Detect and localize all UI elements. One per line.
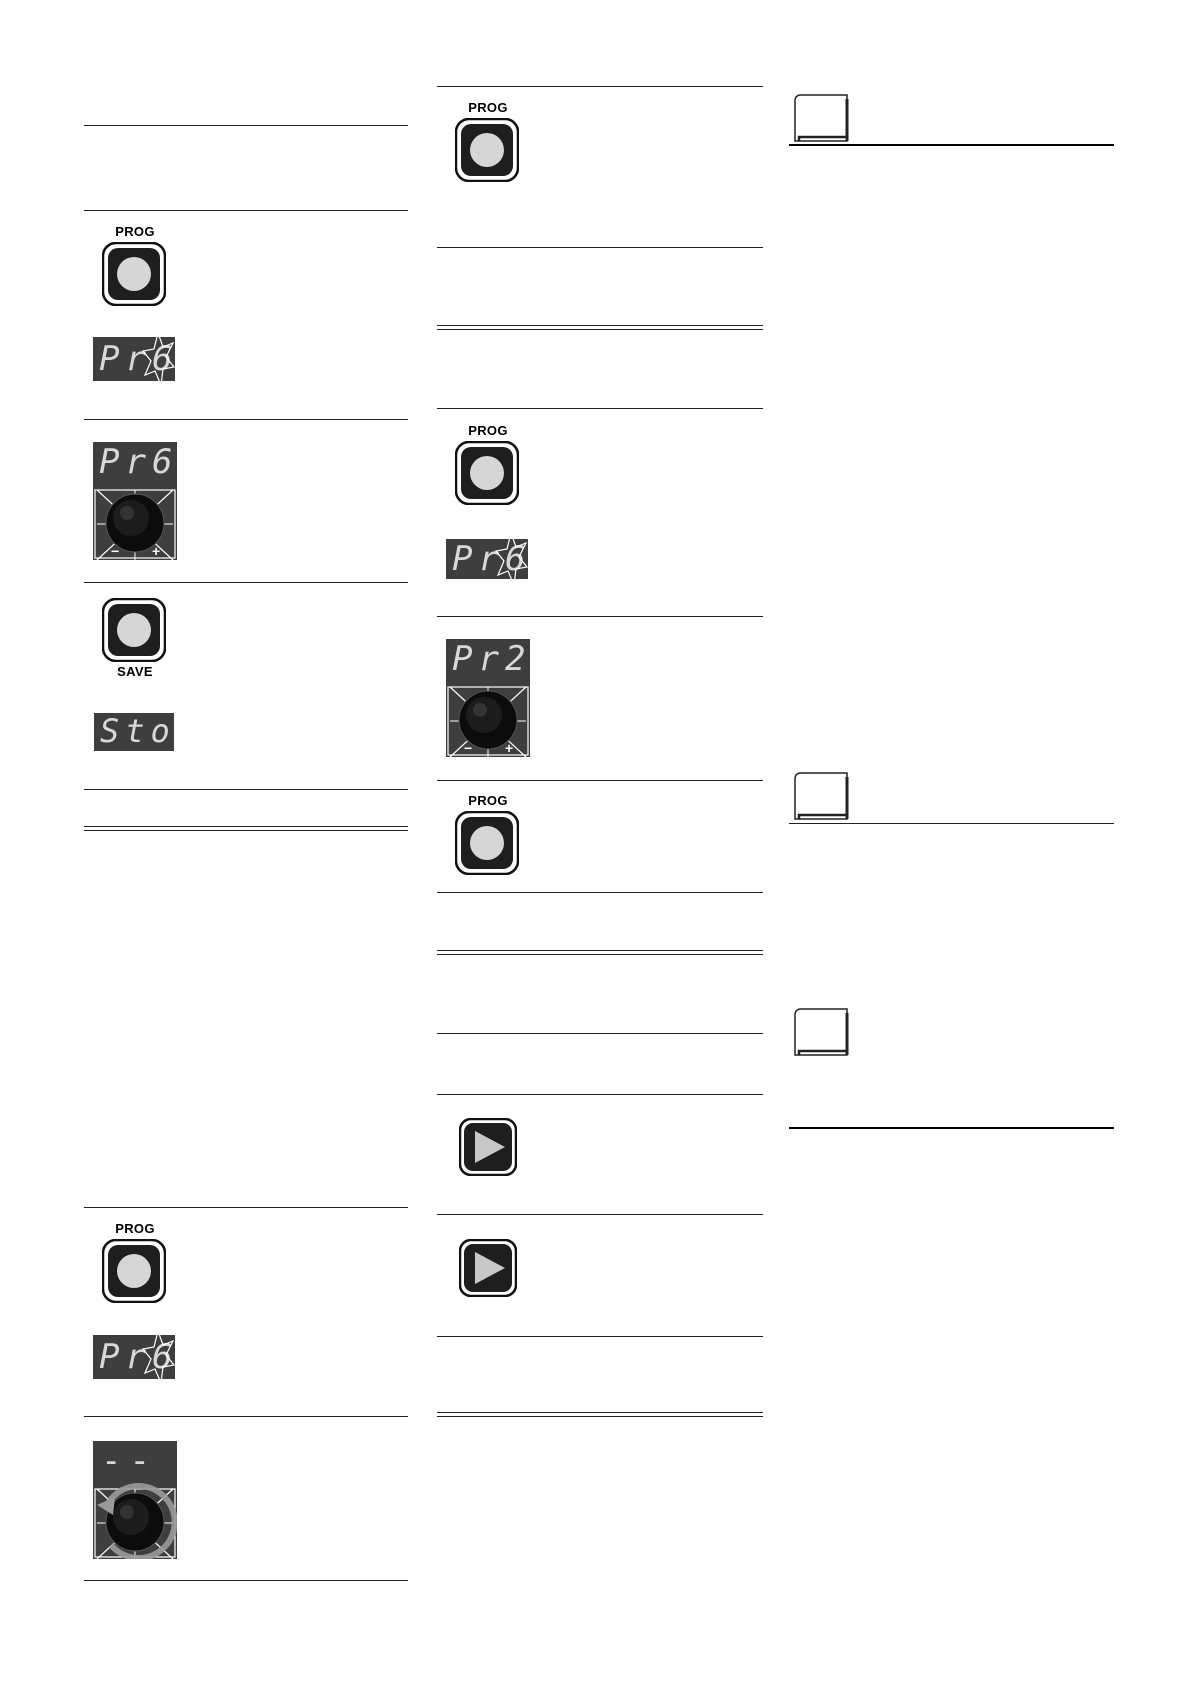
knob-icon[interactable] bbox=[446, 639, 530, 757]
prog-label: PROG bbox=[468, 423, 508, 438]
svg-text:−: − bbox=[464, 740, 473, 756]
display-text: Pr6 bbox=[99, 1337, 179, 1377]
knob-icon[interactable] bbox=[93, 442, 177, 560]
display-pr6-blinking bbox=[93, 1335, 179, 1379]
divider bbox=[437, 1033, 763, 1034]
divider bbox=[437, 247, 763, 248]
prog-label: PROG bbox=[115, 224, 155, 239]
display-pr6-blinking bbox=[93, 337, 179, 381]
note-box-icon bbox=[793, 1007, 849, 1057]
double-divider bbox=[84, 826, 408, 831]
divider bbox=[789, 823, 1114, 824]
prog-button-icon[interactable] bbox=[455, 811, 519, 875]
divider bbox=[84, 1580, 408, 1581]
divider bbox=[84, 210, 408, 211]
knob-display-pr2[interactable] bbox=[446, 639, 530, 757]
display-text: Pr6 bbox=[99, 442, 179, 482]
divider bbox=[789, 1127, 1114, 1129]
prog-label: PROG bbox=[468, 100, 508, 115]
svg-text:+: + bbox=[152, 543, 161, 559]
prog-button-icon[interactable] bbox=[102, 242, 166, 306]
display-text: Pr6 bbox=[452, 539, 532, 579]
display-sto bbox=[94, 713, 174, 751]
display-text: Pr2 bbox=[452, 639, 532, 679]
divider bbox=[789, 144, 1114, 146]
prog-label: PROG bbox=[115, 1221, 155, 1236]
divider bbox=[437, 892, 763, 893]
prog-button-icon[interactable] bbox=[455, 441, 519, 505]
knob-rotate-icon[interactable] bbox=[93, 1441, 177, 1559]
double-divider bbox=[437, 325, 763, 330]
prog-button-icon[interactable] bbox=[455, 118, 519, 182]
divider bbox=[437, 408, 763, 409]
display-text: Pr6 bbox=[99, 339, 179, 379]
blink-burst-icon bbox=[141, 329, 175, 391]
display-pr6-blinking bbox=[446, 539, 532, 579]
save-label: SAVE bbox=[117, 664, 153, 679]
divider bbox=[84, 582, 408, 583]
divider bbox=[84, 125, 408, 126]
divider bbox=[437, 1214, 763, 1215]
note-box-icon bbox=[793, 93, 849, 143]
play-button-icon[interactable] bbox=[459, 1239, 517, 1297]
divider bbox=[437, 780, 763, 781]
divider bbox=[84, 789, 408, 790]
display-text: -- bbox=[101, 1441, 158, 1481]
svg-text:+: + bbox=[505, 740, 514, 756]
display-text: Sto bbox=[100, 712, 176, 750]
double-divider bbox=[437, 1412, 763, 1417]
divider bbox=[84, 419, 408, 420]
divider bbox=[84, 1207, 408, 1208]
prog-button-icon[interactable] bbox=[102, 1239, 166, 1303]
divider bbox=[84, 1416, 408, 1417]
play-button-icon[interactable] bbox=[459, 1118, 517, 1176]
blink-burst-icon bbox=[494, 529, 528, 591]
divider bbox=[437, 1336, 763, 1337]
double-divider bbox=[437, 950, 763, 955]
divider bbox=[437, 1094, 763, 1095]
divider bbox=[437, 86, 763, 87]
knob-display-dashes[interactable] bbox=[93, 1441, 177, 1559]
svg-text:−: − bbox=[111, 543, 120, 559]
prog-label: PROG bbox=[468, 793, 508, 808]
divider bbox=[437, 616, 763, 617]
blink-burst-icon bbox=[141, 1327, 175, 1389]
note-box-icon bbox=[793, 771, 849, 821]
save-button-icon[interactable] bbox=[102, 598, 166, 662]
knob-display-pr6[interactable] bbox=[93, 442, 177, 560]
